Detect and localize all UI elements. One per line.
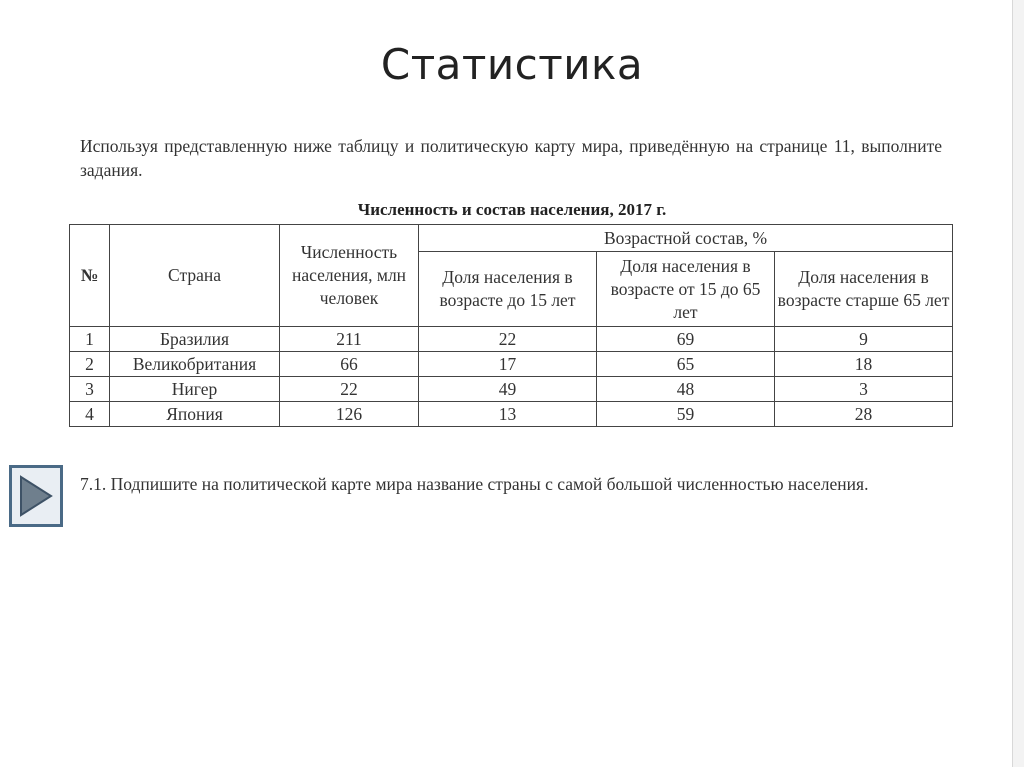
row-over-65: 28: [775, 402, 953, 427]
table-row: [70, 327, 953, 352]
row-under-15: 49: [419, 377, 597, 402]
slide-title: Статистика: [380, 40, 644, 89]
row-under-15: 17: [419, 352, 597, 377]
population-table: [69, 224, 953, 427]
header-population: Численность населения, млн человек: [280, 225, 419, 327]
row-15-65: 69: [597, 327, 775, 352]
row-country: Япония: [110, 402, 280, 427]
row-population: 66: [280, 352, 419, 377]
header-country: Страна: [110, 225, 280, 327]
row-15-65: 65: [597, 352, 775, 377]
row-population: 22: [280, 377, 419, 402]
intro-paragraph: Используя представленную ниже таблицу и политическую карту мира, приведённую на странице 11, выполните задания.: [80, 136, 942, 180]
row-over-65: 9: [775, 327, 953, 352]
header-age-under-15: Доля населения в возрасте до 15 лет: [419, 252, 597, 327]
row-country: Великобритания: [110, 352, 280, 377]
row-country: Нигер: [110, 377, 280, 402]
table-row: [70, 402, 953, 427]
task-label: 7.1.: [80, 474, 107, 494]
row-over-65: 18: [775, 352, 953, 377]
row-under-15: 22: [419, 327, 597, 352]
row-number: 1: [70, 327, 110, 352]
table-row: [70, 352, 953, 377]
header-age-over-65: Доля населения в возрасте старше 65 лет: [775, 252, 953, 327]
header-age-group: Возрастной состав, %: [419, 225, 953, 252]
row-number: 3: [70, 377, 110, 402]
row-population: 126: [280, 402, 419, 427]
row-over-65: 3: [775, 377, 953, 402]
row-15-65: 48: [597, 377, 775, 402]
header-number: №: [70, 225, 110, 327]
table-row: [70, 377, 953, 402]
task-7-1: [80, 472, 942, 496]
table-caption: Численность и состав населения, 2017 г.: [357, 200, 667, 219]
row-15-65: 59: [597, 402, 775, 427]
row-number: 4: [70, 402, 110, 427]
row-population: 211: [280, 327, 419, 352]
play-button[interactable]: [9, 465, 63, 527]
task-text: Подпишите на политической карте мира название страны с самой большой численностью населения.: [110, 474, 869, 494]
row-under-15: 13: [419, 402, 597, 427]
slide-edge: [1012, 0, 1024, 767]
row-country: Бразилия: [110, 327, 280, 352]
header-age-15-65: Доля населения в возрасте от 15 до 65 лет: [597, 252, 775, 327]
play-icon: [18, 474, 54, 518]
row-number: 2: [70, 352, 110, 377]
